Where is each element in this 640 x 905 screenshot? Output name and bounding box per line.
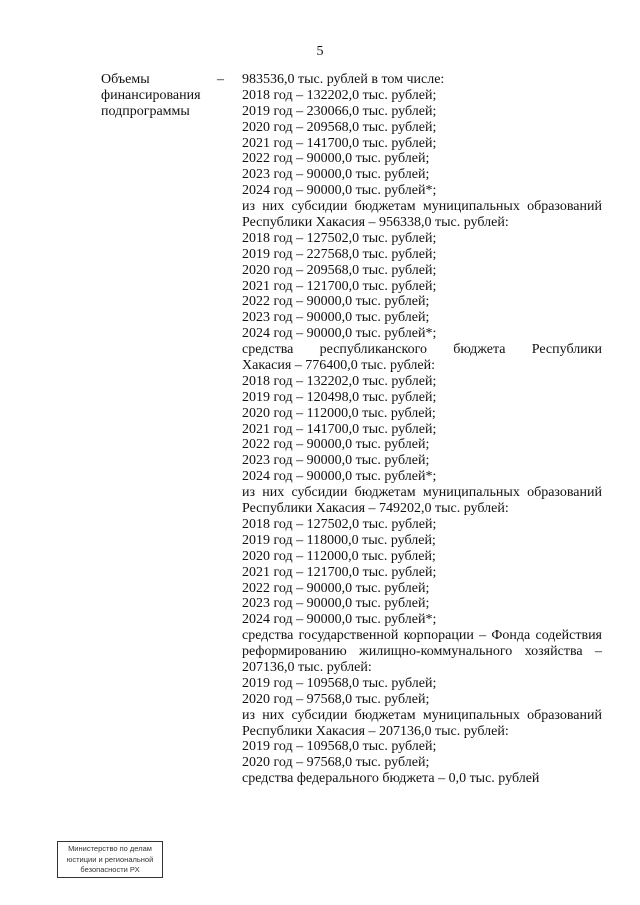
financing-details [242, 72, 602, 787]
content-line: Республики Хакасия – 749202,0 тыс. рублей: [242, 501, 509, 517]
label-line: подпрограммы [101, 103, 190, 119]
content-line: из них субсидии бюджетам муниципальных образований [242, 485, 602, 501]
content-line: 2020 год – 97568,0 тыс. рублей; [242, 691, 430, 707]
content-line: 2021 год – 121700,0 тыс. рублей; [242, 564, 437, 580]
content-line: 2020 год – 209568,0 тыс. рублей; [242, 119, 437, 135]
content-line: 2018 год – 127502,0 тыс. рублей; [242, 516, 437, 532]
content-line: 2024 год – 90000,0 тыс. рублей*; [242, 183, 437, 199]
content-line: 2022 год – 90000,0 тыс. рублей; [242, 294, 430, 310]
content-line: 2022 год – 90000,0 тыс. рублей; [242, 580, 430, 596]
content-line: средства государственной корпорации – Фонда содействия [242, 628, 602, 644]
content-line: реформированию жилищно-коммунального хозяйства – [242, 644, 602, 660]
content-line: 2018 год – 132202,0 тыс. рублей; [242, 373, 437, 389]
content-line: 2019 год – 118000,0 тыс. рублей; [242, 532, 436, 548]
content-line: 2021 год – 141700,0 тыс. рублей; [242, 421, 437, 437]
content-line: 2020 год – 112000,0 тыс. рублей; [242, 548, 436, 564]
content-line: 2022 год – 90000,0 тыс. рублей; [242, 437, 430, 453]
content-line: 983536,0 тыс. рублей в том числе: [242, 72, 445, 87]
stamp-line: Министерство по делам [68, 844, 152, 853]
ministry-stamp [57, 841, 163, 878]
content-line: средства республиканского бюджета Республики [242, 342, 602, 358]
label-line: Объемы [101, 72, 150, 87]
content-line: из них субсидии бюджетам муниципальных образований [242, 707, 602, 723]
stamp-line: юстиции и региональной [66, 854, 154, 864]
content-line: 2021 год – 121700,0 тыс. рублей; [242, 278, 437, 294]
content-line: 2024 год – 90000,0 тыс. рублей*; [242, 326, 437, 342]
content-line: Хакасия – 776400,0 тыс. рублей: [242, 358, 435, 374]
content-line: Республики Хакасия – 207136,0 тыс. рублей: [242, 723, 509, 739]
page-number: 5 [316, 44, 324, 59]
content-line: 2019 год – 120498,0 тыс. рублей; [242, 389, 437, 405]
content-line: 2021 год – 141700,0 тыс. рублей; [242, 135, 437, 151]
content-line: 2018 год – 127502,0 тыс. рублей; [242, 230, 437, 246]
content-line: 2023 год – 90000,0 тыс. рублей; [242, 310, 430, 326]
content-line: из них субсидии бюджетам муниципальных образований [242, 199, 602, 215]
content-line: 2022 год – 90000,0 тыс. рублей; [242, 151, 430, 167]
content-line: 207136,0 тыс. рублей: [242, 659, 372, 675]
content-line: 2023 год – 90000,0 тыс. рублей; [242, 453, 430, 469]
content-line: 2020 год – 209568,0 тыс. рублей; [242, 262, 437, 278]
content-line: средства федерального бюджета – 0,0 тыс. рублей [242, 771, 540, 787]
content-line: 2024 год – 90000,0 тыс. рублей*; [242, 469, 437, 485]
content-line: 2019 год – 109568,0 тыс. рублей; [242, 739, 437, 755]
content-line: 2020 год – 97568,0 тыс. рублей; [242, 755, 430, 771]
content-line: 2023 год – 90000,0 тыс. рублей; [242, 167, 430, 183]
label-line: финансирования [101, 87, 201, 103]
label-dash: – [217, 72, 224, 87]
content-line: 2019 год – 109568,0 тыс. рублей; [242, 675, 437, 691]
section-label [101, 72, 221, 120]
stamp-line: безопасности РХ [80, 865, 140, 874]
content-line: 2023 год – 90000,0 тыс. рублей; [242, 596, 430, 612]
content-line: Республики Хакасия – 956338,0 тыс. рублей: [242, 215, 509, 231]
content-line: 2019 год – 230066,0 тыс. рублей; [242, 103, 437, 119]
content-line: 2020 год – 112000,0 тыс. рублей; [242, 405, 436, 421]
content-line: 2018 год – 132202,0 тыс. рублей; [242, 87, 437, 103]
content-line: 2019 год – 227568,0 тыс. рублей; [242, 246, 437, 262]
content-line: 2024 год – 90000,0 тыс. рублей*; [242, 612, 437, 628]
